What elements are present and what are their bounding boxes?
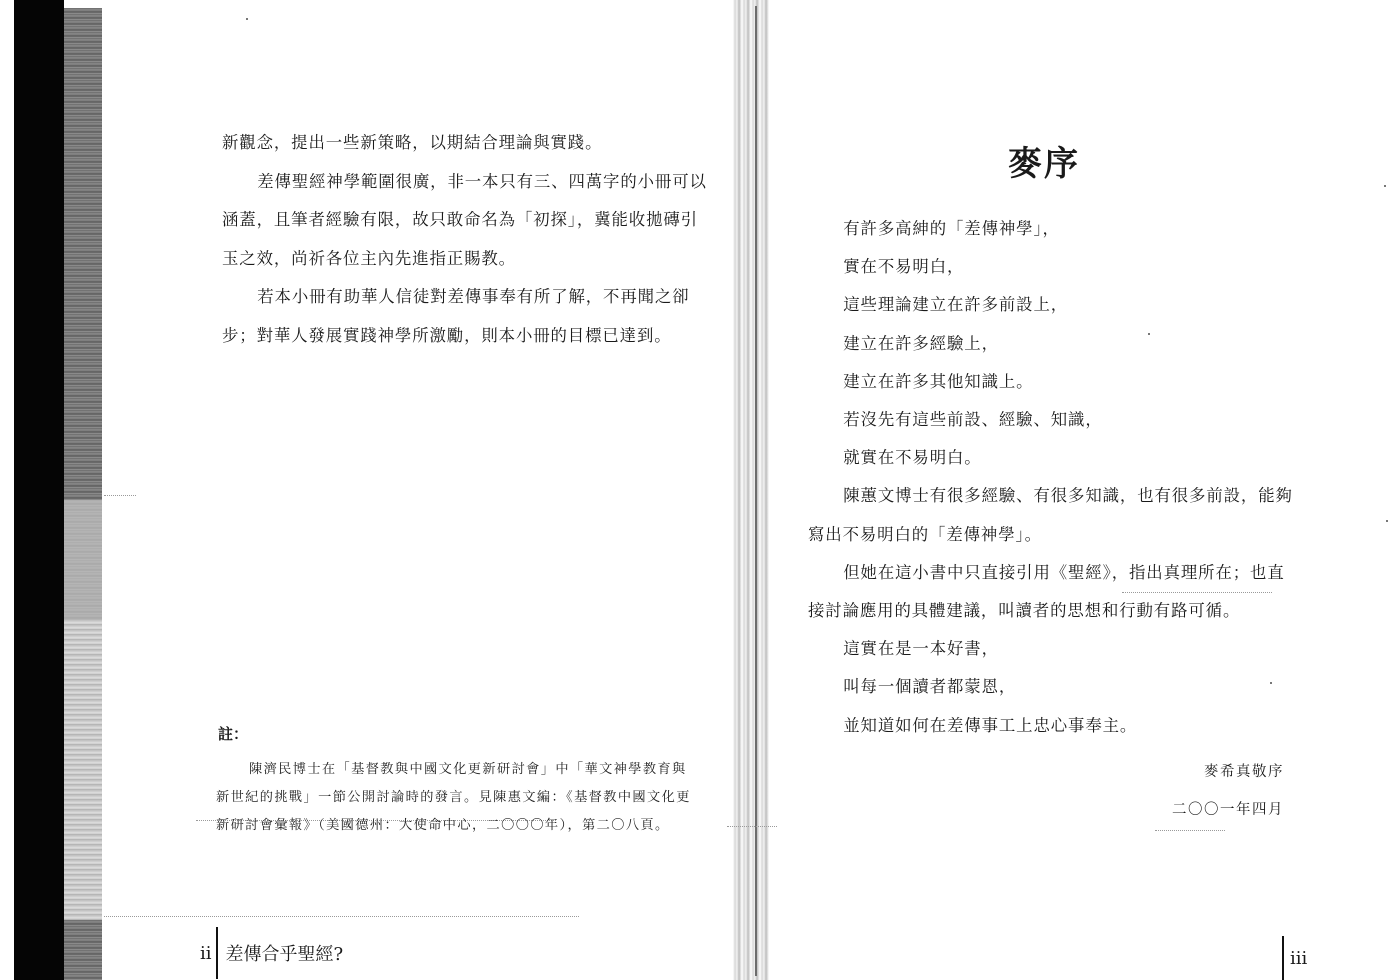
notes-heading: 註：	[218, 725, 249, 743]
preface-line: 就實在不易明白。	[843, 448, 982, 468]
preface-line: 實在不易明白，	[843, 257, 965, 277]
preface-signature-block	[1172, 753, 1284, 829]
preface-line: 叫每一個讀者都蒙恩，	[843, 677, 1017, 697]
paragraph: 新觀念，提出一些新策略，以期結合理論與實踐。	[222, 133, 603, 152]
scan-gray-edge-lower	[64, 620, 102, 920]
preface-line: 這實在是一本好書，	[843, 639, 999, 659]
preface-line: 若沒先有這些前設、經驗、知識，	[843, 410, 1103, 430]
preface-title: 麥序	[1008, 144, 1080, 184]
left-page-footer	[200, 926, 343, 980]
book-spine-line	[755, 6, 757, 976]
preface-line: 有許多高紳的「差傳神學」，	[843, 219, 1060, 238]
paragraph: 若本小冊有助華人信徒對差傳事奉有所了解，不再聞之卻步；對華人發展實踐神學所激勵，則本小冊的目標已達到。	[222, 287, 690, 345]
running-book-title: 差傳合乎聖經?	[225, 944, 344, 965]
footnote-text: 陳濟民博士在「基督教與中國文化更新研討會」中「華文神學教育與新世紀的挑戰」一節公開討論時的發言。見陳惠文編：《基督教中國文化更新研討會彙報》（美國德州：大使命中心，二〇〇〇年），第二〇八頁。	[216, 762, 691, 833]
left-page-body	[222, 124, 712, 355]
left-page	[104, 0, 734, 980]
preface-line: 建立在許多其他知識上。	[843, 371, 1034, 391]
page-number: ii	[200, 927, 218, 979]
preface-paragraph: 陳蕙文博士有很多經驗、有很多知識，也有很多前設，能夠寫出不易明白的「差傳神學」。	[808, 486, 1293, 544]
signature: 麥希真敬序	[1204, 764, 1284, 780]
book-spine-shadow	[733, 0, 769, 980]
preface-line: 建立在許多經驗上，	[843, 333, 999, 353]
scan-black-edge	[14, 0, 64, 980]
footnote	[216, 756, 696, 840]
date: 二〇〇一年四月	[1172, 802, 1284, 818]
preface-paragraph: 但她在這小書中只直接引用《聖經》，指出真理所在；也直接討論應用的具體建議，叫讀者的思想和行動有路可循。	[808, 562, 1285, 621]
right-page-footer	[1282, 936, 1307, 980]
preface-line: 並知道如何在差傳事工上忠心事奉主。	[843, 715, 1138, 735]
preface-line: 這些理論建立在許多前設上，	[843, 295, 1069, 315]
preface-body	[808, 210, 1298, 745]
paragraph: 差傳聖經神學範圍很廣，非一本只有三、四萬字的小冊可以涵蓋，且筆者經驗有限，故只敢命名為「初探」，冀能收拋磚引玉之效，尚祈各位主內先進指正賜教。	[222, 171, 707, 268]
page-number: iii	[1290, 947, 1308, 969]
scan-gray-edge-light	[64, 500, 102, 620]
right-page	[770, 0, 1400, 980]
